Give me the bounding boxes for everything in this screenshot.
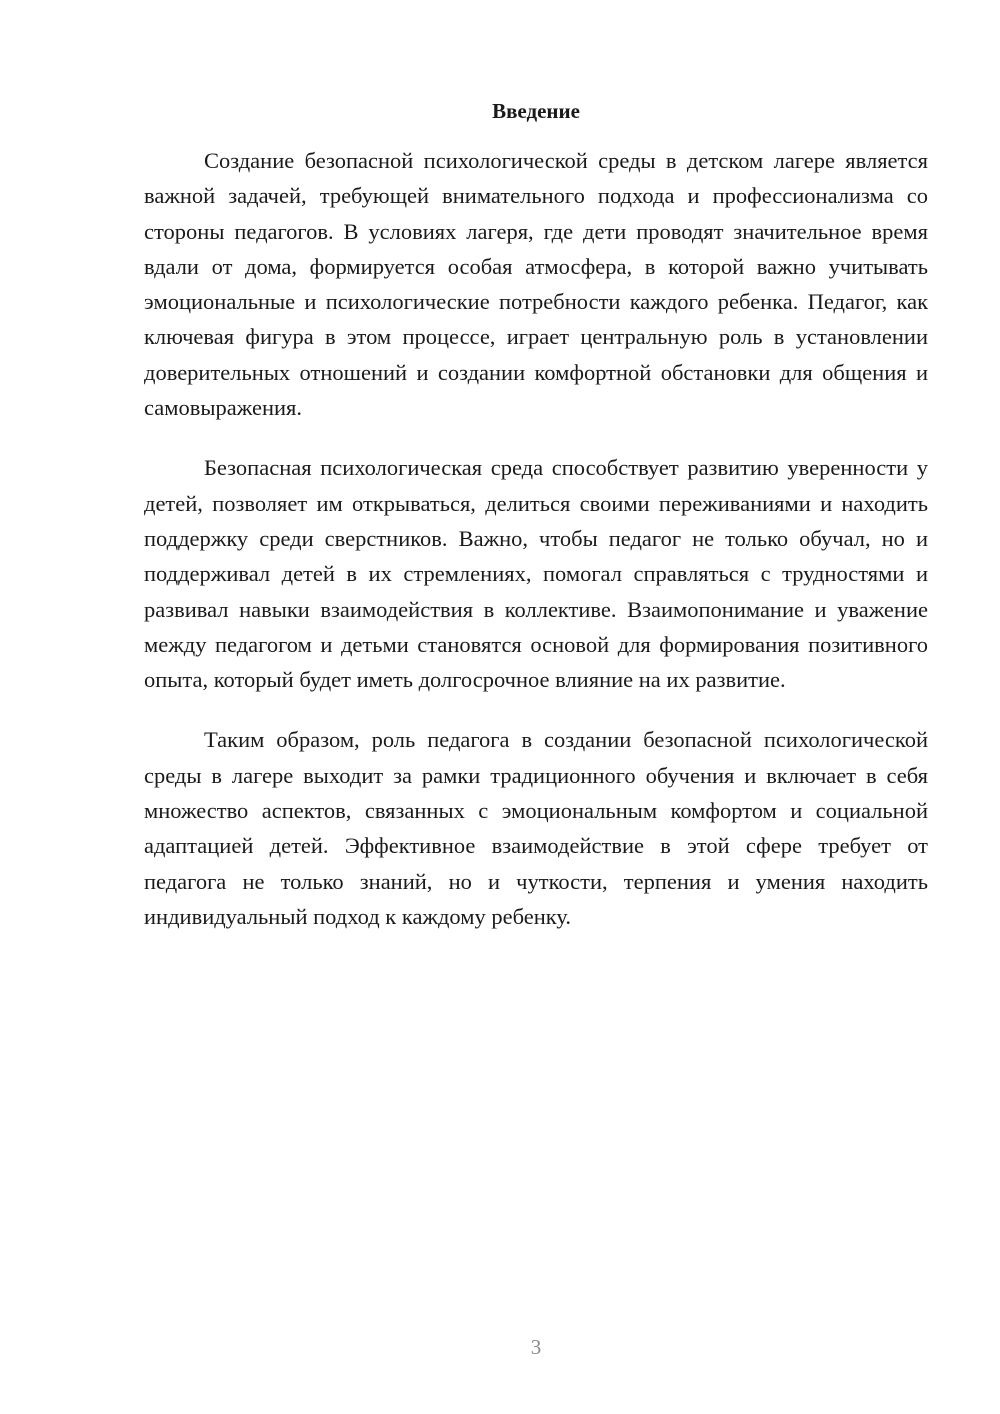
paragraph-1: Создание безопасной психологической среды в детском лагере является важной задачей, требующей внимательного подхода и профессионализма со стороны педагогов. В условиях лагеря, где дети проводят значительное время вдали от дома, формируется особая атмосфера, в которой важно учитывать эмоциональные и психологические потребности каждого ребенка. Педагог, как ключевая фигура в этом процессе, играет центральную роль в установлении доверительных отношений и создании комфортной обстановки для общения и самовыражения.: [144, 148, 928, 421]
paragraph-2: Безопасная психологическая среда способствует развитию уверенности у детей, позволяет им открываться, делиться своими переживаниями и находить поддержку среди сверстников. Важно, чтобы педагог не только обучал, но и поддерживал детей в их стремлениях, помогал справляться с трудностями и развивал навыки взаимодействия в коллективе. Взаимопонимание и уважение между педагогом и детьми становятся основой для формирования позитивного опыта, который будет иметь долгосрочное влияние на их развитие.: [144, 455, 928, 693]
paragraph-3: Таким образом, роль педагога в создании безопасной психологической среды в лагере выходит за рамки традиционного обучения и включает в себя множество аспектов, связанных с эмоциональным комфортом и социальной адаптацией детей. Эффективное взаимодействие в этой сфере требует от педагога не только знаний, но и чуткости, терпения и умения находить индивидуальный подход к каждому ребенку.: [144, 727, 928, 929]
page-number: 3: [530, 1335, 542, 1359]
body-text: [144, 143, 928, 959]
section-title: Введение: [492, 99, 580, 123]
